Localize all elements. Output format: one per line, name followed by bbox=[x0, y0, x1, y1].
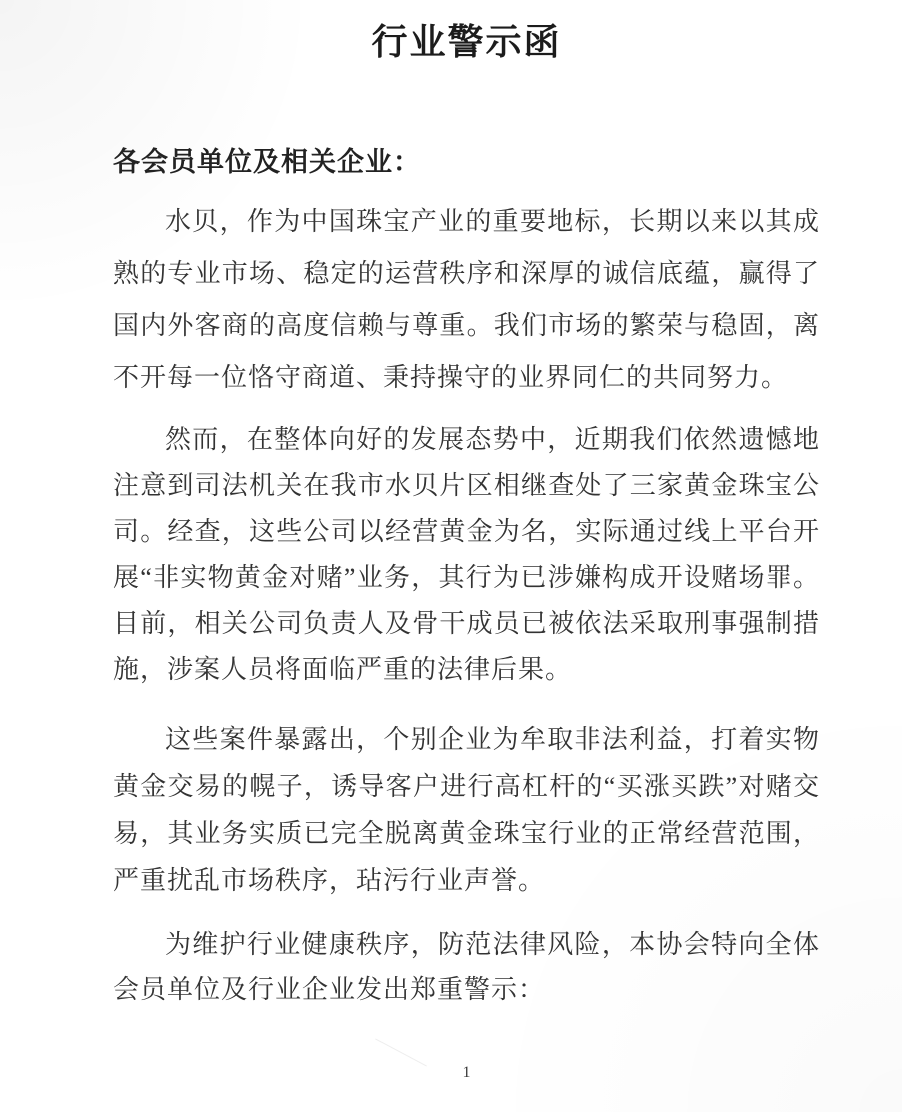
paragraph-2: 然而，在整体向好的发展态势中，近期我们依然遗憾地注意到司法机关在我市水贝片区相继查处了三家黄金珠宝公司。经查，这些公司以经营黄金为名，实际通过线上平台开展“非实物黄金对赌”业务，其行为已涉嫌构成开设赌场罪。目前，相关公司负责人及骨干成员已被依法采取刑事强制措施，涉案人员将面临严重的法律后果。 bbox=[113, 425, 820, 684]
paragraph-3: 这些案件暴露出，个别企业为牟取非法利益，打着实物黄金交易的幌子，诱导客户进行高杠杆的“买涨买跌”对赌交易，其业务实质已完全脱离黄金珠宝行业的正常经营范围，严重扰乱市场秩序，玷污行业声誉。 bbox=[113, 725, 820, 895]
paragraph-1: 水贝，作为中国珠宝产业的重要地标，长期以来以其成熟的专业市场、稳定的运营秩序和深厚的诚信底蕴，赢得了国内外客商的高度信赖与尊重。我们市场的繁荣与稳固，离不开每一位恪守商道、秉持操守的业界同仁的共同努力。 bbox=[113, 207, 820, 392]
page-number: 1 bbox=[462, 1064, 471, 1081]
document-title: 行业警示函 bbox=[371, 21, 562, 62]
paragraph-4: 为维护行业健康秩序，防范法律风险，本协会特向全体会员单位及行业企业发出郑重警示： bbox=[113, 930, 820, 1004]
salutation: 各会员单位及相关企业： bbox=[113, 147, 421, 177]
